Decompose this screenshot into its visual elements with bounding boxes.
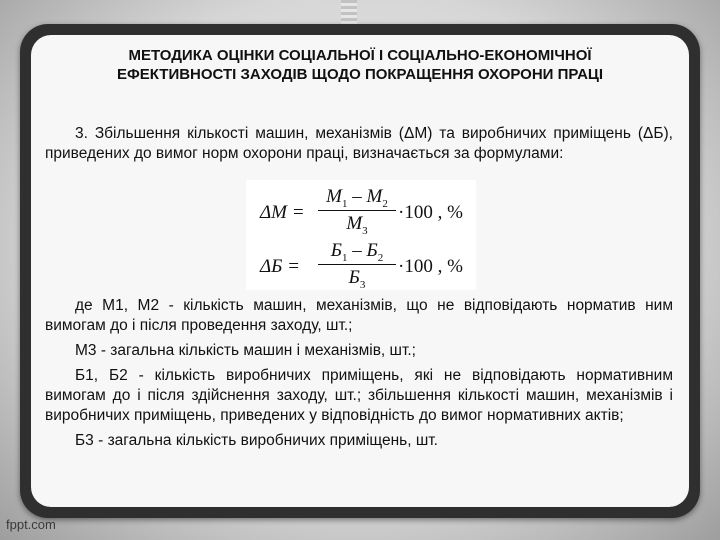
definition-b1-b2: Б1, Б2 - кількість виробничих приміщень, які не відповідають нормативним вимогам до і після здійснення заходу, шт.; збільшення кількості машин, механізмів і виробничих приміщень, приведених у відповідність до вимог нормативних актів; xyxy=(45,367,673,424)
formula-delta-b-lhs: ΔБ = xyxy=(260,256,300,277)
intro-text: 3. Збільшення кількості машин, механізмів (ΔМ) та виробничих приміщень (ΔБ), приведених до вимог норм охорони праці, визначається за формулами: xyxy=(45,125,673,162)
formula-delta-m-lhs: ΔМ = xyxy=(260,202,305,223)
formula-delta-b-numerator: $Б_1 - Б_2$ xyxy=(318,240,396,265)
formula-delta-b xyxy=(246,240,476,290)
formula-block xyxy=(246,180,476,290)
formula-delta-m xyxy=(246,186,476,236)
intro-paragraph xyxy=(45,124,673,164)
formula-delta-b-denominator: $Б_3$ xyxy=(348,267,366,291)
title-line-2: ЕФЕКТИВНОСТІ ЗАХОДІВ ЩОДО ПОКРАЩЕННЯ ОХОРОНИ ПРАЦІ xyxy=(116,66,604,83)
formula-delta-m-denominator: $М_3$ xyxy=(346,213,368,237)
formula-delta-m-fraction xyxy=(318,186,396,237)
formula-delta-b-fraction xyxy=(318,240,396,291)
formula-delta-m-numerator: $М_1 - М_2$ xyxy=(318,186,396,211)
title-line-1: МЕТОДИКА ОЦІНКИ СОЦІАЛЬНОЇ І СОЦІАЛЬНО-ЕКОНОМІЧНОЇ xyxy=(128,47,592,64)
slide-title xyxy=(40,46,680,84)
formula-delta-m-rhs: ·100 , % xyxy=(398,202,463,223)
formula-delta-b-rhs: ·100 , % xyxy=(398,256,463,277)
definition-m3: М3 - загальна кількість машин і механізмів, шт.; xyxy=(75,342,416,359)
definition-m1-m2: де М1, М2 - кількість машин, механізмів, що не відповідають норматив ним вимогам до і після проведення заходу, шт.; xyxy=(45,297,673,334)
fppt-watermark: fppt.com xyxy=(6,517,56,532)
definitions-list xyxy=(45,296,673,456)
definition-b3: Б3 - загальна кількість виробничих приміщень, шт. xyxy=(75,432,438,449)
